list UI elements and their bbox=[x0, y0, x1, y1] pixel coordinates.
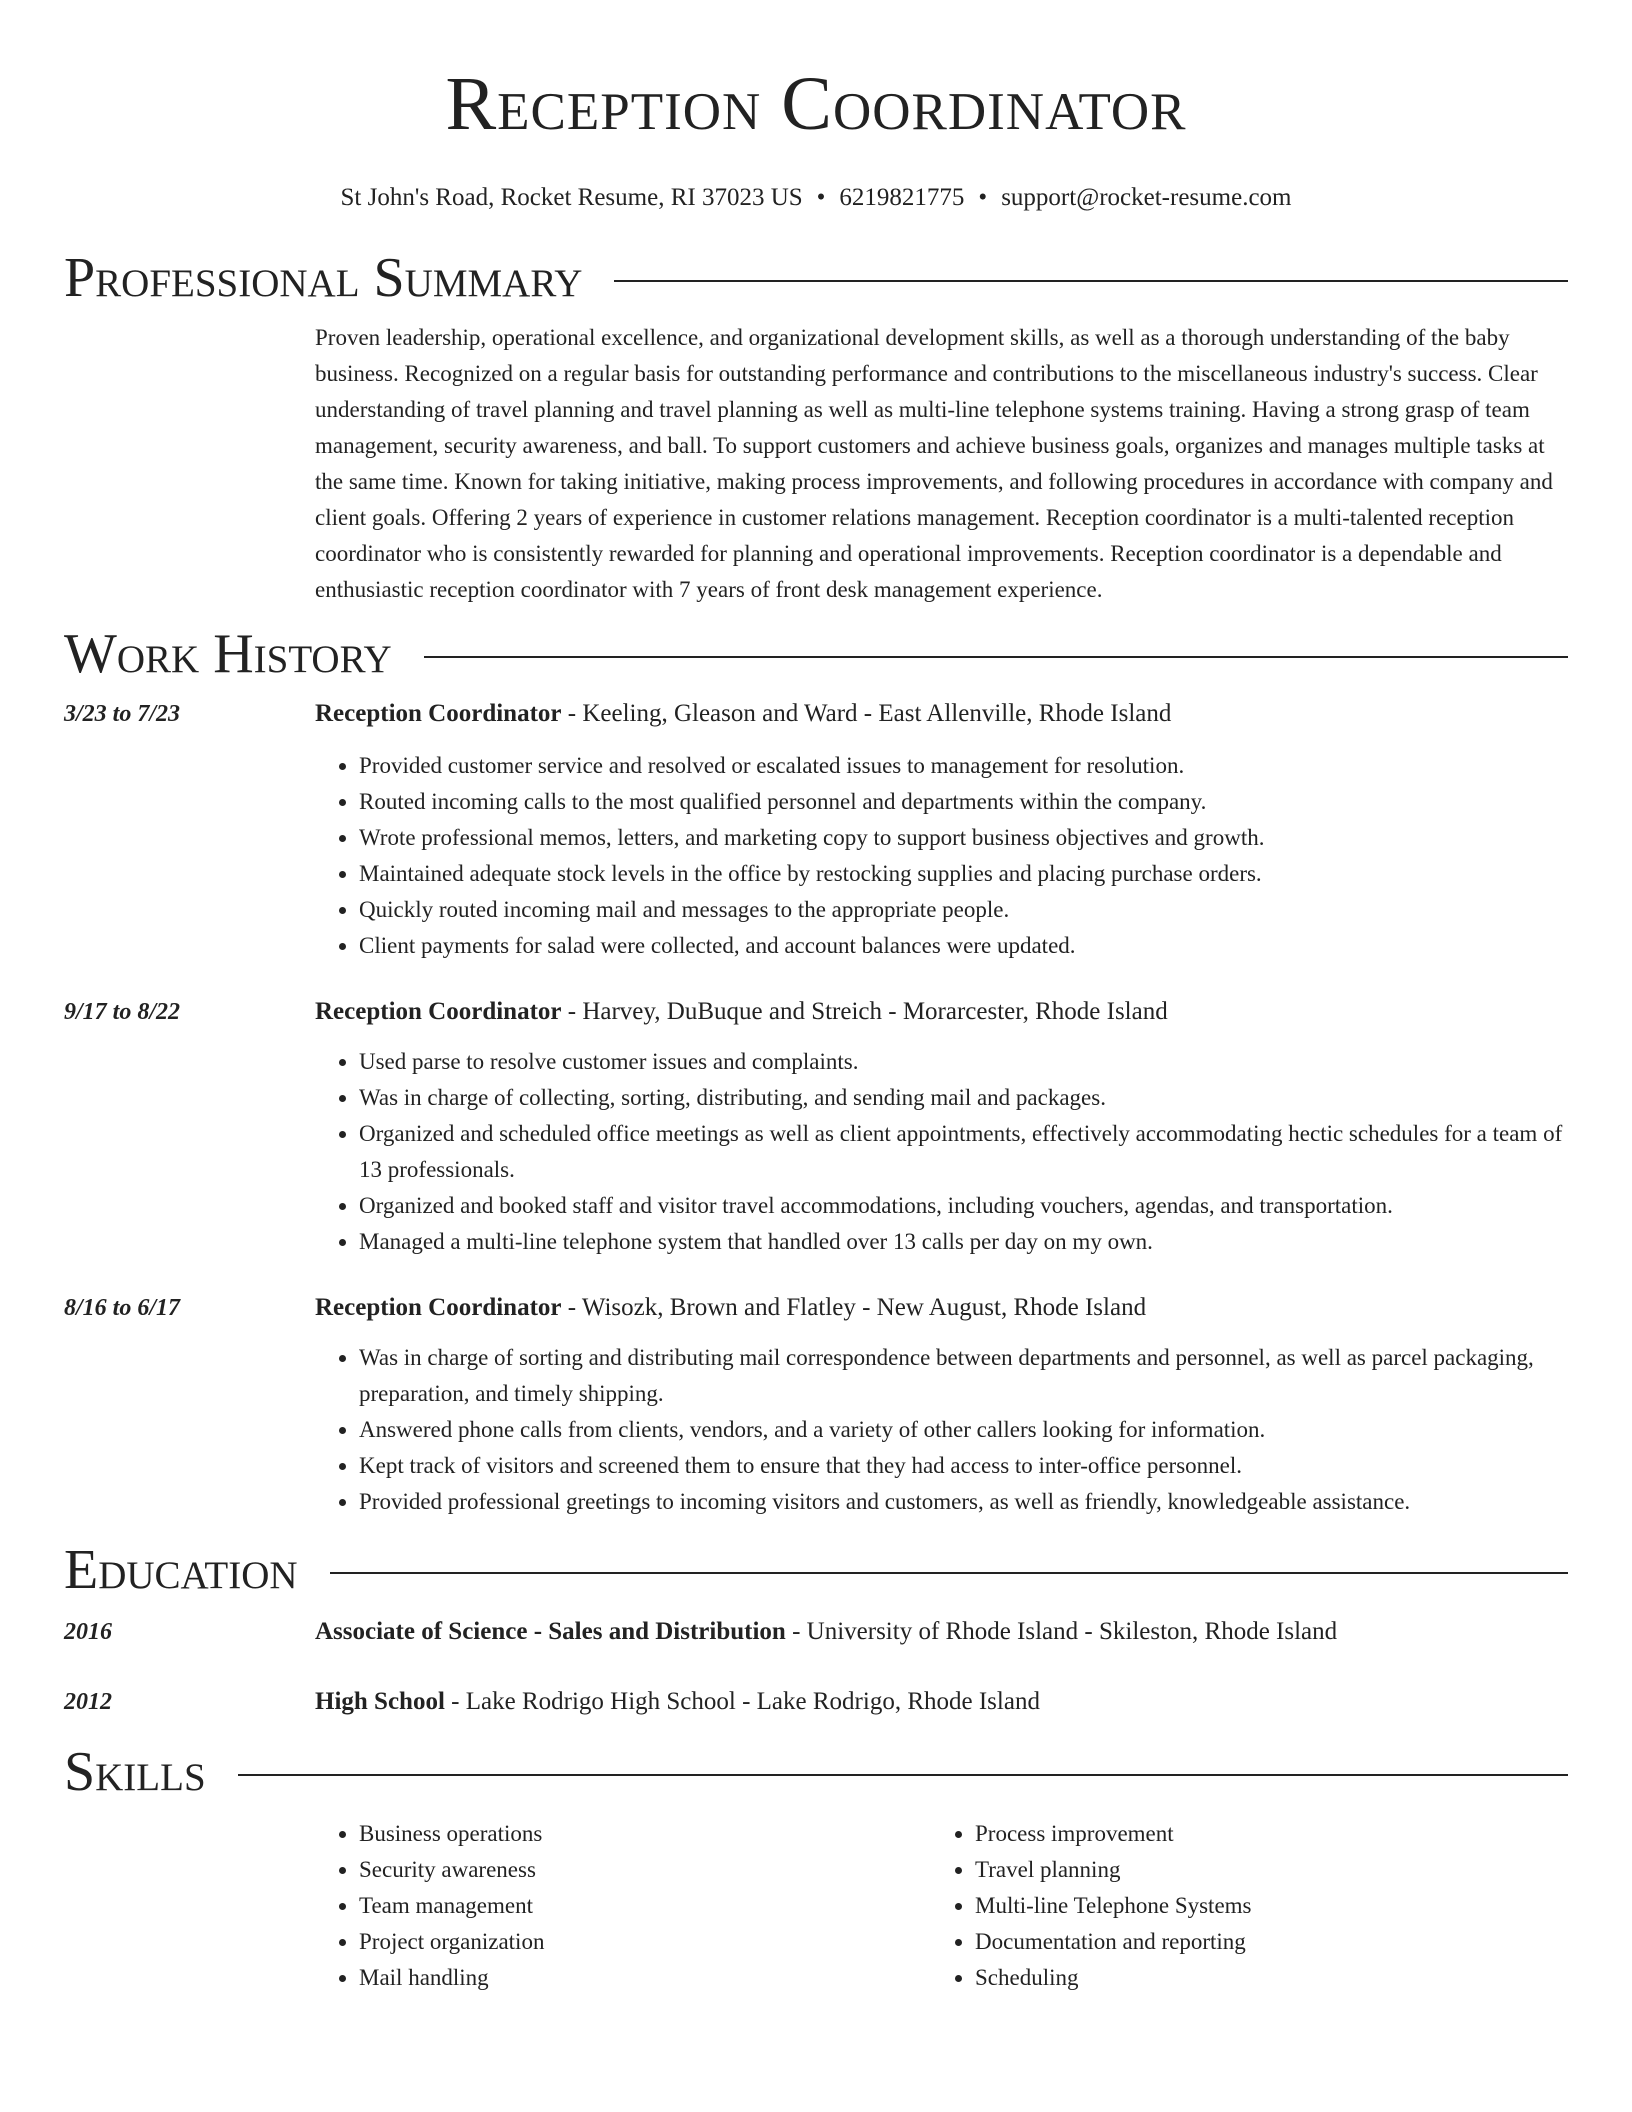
skill-item: • Security awareness bbox=[359, 1852, 931, 1888]
education-entry bbox=[64, 1614, 1568, 1650]
job-bullet: • Kept track of visitors and screened them to ensure that they had access to inter-office personnel. bbox=[359, 1448, 1568, 1484]
job-body bbox=[315, 994, 1568, 1260]
job-bullet: • Maintained adequate stock levels in the office by restocking supplies and placing purchase orders. bbox=[359, 856, 1568, 892]
education-heading bbox=[315, 1614, 1568, 1650]
education-entry bbox=[64, 1684, 1568, 1720]
job-bullet: • Organized and booked staff and visitor travel accommodations, including vouchers, agendas, and transportation. bbox=[359, 1188, 1568, 1224]
contact-separator: • bbox=[816, 184, 826, 211]
job-details: - Harvey, DuBuque and Streich - Morarcester, Rhode Island bbox=[561, 998, 1168, 1025]
job-heading bbox=[315, 994, 1568, 1030]
summary-text: Proven leadership, operational excellence, and organizational development skills, as well as a thorough understanding of the baby business. Recognized on a regular basis for outstanding performance and contributions to the miscellaneous industry's success. Clear understanding of travel planning and travel planning as well as multi-line telephone systems training. Having a strong grasp of team management, security awareness, and ball. To support customers and achieve business goals, organizes and manages multiple tasks at the same time. Known for taking initiative, making process improvements, and following procedures in accordance with company and client goals. Offering 2 years of experience in customer relations management. Reception coordinator is a multi-talented reception coordinator who is consistently rewarded for planning and operational improvements. Reception coordinator is a dependable and enthusiastic reception coordinator with 7 years of front desk management experience. bbox=[315, 325, 1553, 602]
work-title: Work History bbox=[64, 623, 392, 685]
skill-item: • Project organization bbox=[359, 1924, 931, 1960]
section-divider bbox=[424, 656, 1568, 658]
job-bullet: • Quickly routed incoming mail and messages to the appropriate people. bbox=[359, 892, 1568, 928]
contact-email[interactable]: support@rocket-resume.com bbox=[1001, 184, 1292, 211]
education-section-heading bbox=[64, 1538, 1568, 1602]
job-bullet: • Used parse to resolve customer issues and complaints. bbox=[359, 1044, 1568, 1080]
job-bullet: • Provided customer service and resolved or escalated issues to management for resolution. bbox=[359, 748, 1568, 784]
job-dates: 9/17 to 8/22 bbox=[64, 999, 181, 1025]
job-role: Reception Coordinator bbox=[315, 998, 562, 1025]
job-bullet: • Managed a multi-line telephone system that handled over 13 calls per day on my own. bbox=[359, 1224, 1568, 1260]
education-title: Education bbox=[64, 1539, 298, 1601]
job-details: - Keeling, Gleason and Ward - East Allenville, Rhode Island bbox=[561, 700, 1172, 727]
job-dates: 3/23 to 7/23 bbox=[64, 701, 181, 727]
contact-address: St John's Road, Rocket Resume, RI 37023 US bbox=[340, 184, 803, 211]
contact-line bbox=[64, 182, 1568, 214]
section-divider bbox=[614, 280, 1568, 282]
job-role: Reception Coordinator bbox=[315, 1294, 562, 1321]
education-heading bbox=[315, 1684, 1568, 1720]
job-details: - Wisozk, Brown and Flatley - New August, Rhode Island bbox=[561, 1294, 1147, 1321]
job-entry bbox=[64, 994, 1568, 1260]
skill-item: • Scheduling bbox=[975, 1960, 1547, 1996]
job-entry bbox=[64, 1290, 1568, 1520]
skills-column-right bbox=[931, 1816, 1547, 1996]
skills-column-left bbox=[315, 1816, 931, 1996]
skill-item: • Business operations bbox=[359, 1816, 931, 1852]
skill-item: • Multi-line Telephone Systems bbox=[975, 1888, 1547, 1924]
job-heading bbox=[315, 1290, 1568, 1326]
skills-section-heading bbox=[64, 1740, 1568, 1804]
skill-item: • Documentation and reporting bbox=[975, 1924, 1547, 1960]
job-bullet: • Wrote professional memos, letters, and marketing copy to support business objectives and growth. bbox=[359, 820, 1568, 856]
job-bullets bbox=[315, 748, 1568, 964]
job-bullets bbox=[315, 1044, 1568, 1260]
contact-separator: • bbox=[978, 184, 988, 211]
summary-section-heading bbox=[64, 246, 1568, 310]
job-dates: 8/16 to 6/17 bbox=[64, 1295, 181, 1321]
skill-item: • Travel planning bbox=[975, 1852, 1547, 1888]
job-body bbox=[315, 1290, 1568, 1520]
skill-item: • Mail handling bbox=[359, 1960, 931, 1996]
education-degree: High School bbox=[315, 1688, 445, 1715]
summary-title: Professional Summary bbox=[64, 247, 583, 309]
education-year: 2016 bbox=[64, 1619, 112, 1645]
education-details: - Lake Rodrigo High School - Lake Rodrigo, Rhode Island bbox=[444, 1688, 1040, 1715]
job-body bbox=[315, 696, 1568, 964]
job-bullet: • Was in charge of sorting and distributing mail correspondence between departments and personnel, as well as parcel packaging, preparation, and timely shipping. bbox=[359, 1340, 1568, 1412]
job-bullet: • Was in charge of collecting, sorting, distributing, and sending mail and packages. bbox=[359, 1080, 1568, 1116]
education-degree: Associate of Science - Sales and Distribution bbox=[315, 1618, 786, 1645]
skills-title: Skills bbox=[64, 1741, 206, 1803]
skill-item: • Team management bbox=[359, 1888, 931, 1924]
education-details: - University of Rhode Island - Skileston, Rhode Island bbox=[785, 1618, 1338, 1645]
section-divider bbox=[238, 1774, 1568, 1776]
candidate-name: Reception Coordinator bbox=[445, 62, 1187, 146]
work-section-heading bbox=[64, 622, 1568, 686]
job-role: Reception Coordinator bbox=[315, 700, 562, 727]
skills-list bbox=[315, 1816, 1568, 1996]
job-heading bbox=[315, 696, 1568, 732]
section-divider bbox=[330, 1572, 1568, 1574]
resume-page bbox=[64, 0, 1568, 1996]
job-entry bbox=[64, 696, 1568, 964]
job-bullet: • Routed incoming calls to the most qualified personnel and departments within the company. bbox=[359, 784, 1568, 820]
skill-item: • Process improvement bbox=[975, 1816, 1547, 1852]
job-bullets bbox=[315, 1340, 1568, 1520]
job-bullet: • Organized and scheduled office meetings as well as client appointments, effectively accommodating hectic schedules for a team of 13 professionals. bbox=[359, 1116, 1568, 1188]
job-bullet: • Provided professional greetings to incoming visitors and customers, as well as friendly, knowledgeable assistance. bbox=[359, 1484, 1568, 1520]
job-bullet: • Answered phone calls from clients, vendors, and a variety of other callers looking for information. bbox=[359, 1412, 1568, 1448]
education-year: 2012 bbox=[64, 1689, 112, 1715]
contact-phone: 6219821775 bbox=[839, 184, 965, 211]
job-bullet: • Client payments for salad were collected, and account balances were updated. bbox=[359, 928, 1568, 964]
